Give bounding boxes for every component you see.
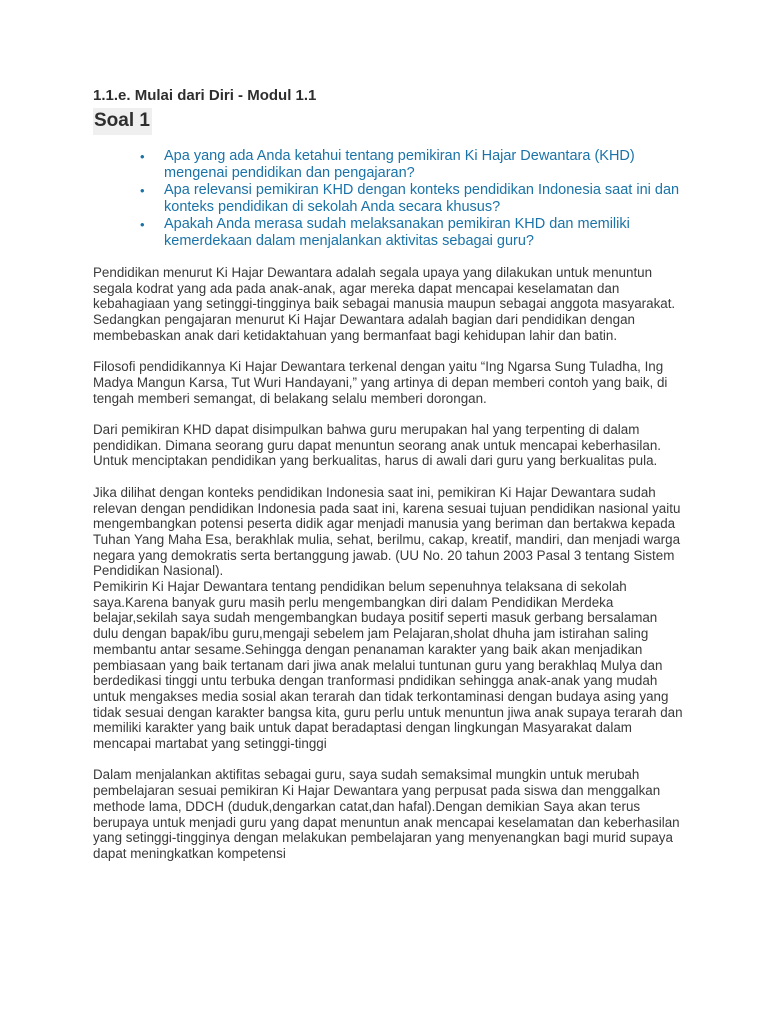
question-text: Apakah Anda merasa sudah melaksanakan pemikiran KHD dan memiliki kemerdekaan dalam menjalankan aktivitas sebagai guru? [164,216,630,249]
bullet-icon: • [140,149,145,164]
answer-body [93,265,683,877]
answer-paragraph: Dalam menjalankan aktifitas sebagai guru, saya sudah semaksimal mungkin untuk merubah pembelajaran sesuai pemikiran Ki Hajar Dewantara yang perpusat pada siswa dan menggalkan methode lama, DDCH (duduk,dengarkan catat,dan hafal).Dengan demikian Saya akan terus berupaya untuk menjadi guru yang dapat menuntun anak mencapai keselamatan dan keberhasilan yang setinggi-tingginya dengan melakukan pembelajaran yang menyenangkan bagi murid supaya dapat meningkatkan kompetensi [93,767,680,861]
question-item [138,148,698,182]
answer-paragraph: Dari pemikiran KHD dapat disimpulkan bahwa guru merupakan hal yang terpenting di dalam pendidikan. Dimana seorang guru dapat menuntun seorang anak untuk mencapai keberhasilan. Untuk menciptakan pendidikan yang berkualitas, harus di awali dari guru yang berkualitas pula. [93,422,661,469]
bullet-icon: • [140,217,145,232]
section-heading: Soal 1 [93,108,152,135]
question-text: Apa yang ada Anda ketahui tentang pemikiran Ki Hajar Dewantara (KHD) mengenai pendidikan dan pengajaran? [164,148,635,181]
question-list [138,148,698,250]
bullet-icon: • [140,183,145,198]
question-item [138,216,698,250]
question-text: Apa relevansi pemikiran KHD dengan konteks pendidikan Indonesia saat ini dan konteks pendidikan di sekolah Anda secara khusus? [164,182,680,215]
question-item [138,182,698,216]
answer-paragraph: Pendidikan menurut Ki Hajar Dewantara adalah segala upaya yang dilakukan untuk menuntun segala kodrat yang ada pada anak-anak, agar mereka dapat mencapai keselamatan dan kebahagiaan yang setinggi-tingginya baik sebagai manusia maupun sebagai anggota masyarakat. Sedangkan pengajaran menurut Ki Hajar Dewantara adalah bagian dari pendidikan dengan membebaskan anak dari ketidaktahuan yang bermanfaat bagi kehidupan lahir dan batin. [93,265,676,343]
answer-paragraph: Jika dilihat dengan konteks pendidikan Indonesia saat ini, pemikiran Ki Hajar Dewantara sudah relevan dengan pendidikan Indonesia pada saat ini, karena sesuai tujuan pendidikan nasional yaitu mengembangkan potensi peserta didik agar menjadi manusia yang beriman dan bertakwa kepada Tuhan Yang Maha Esa, berakhlak mulia, sehat, berilmu, cakap, kreatif, mandiri, dan menjadi warga negara yang demokratis serta bertanggung jawab. (UU No. 20 tahun 2003 Pasal 3 tentang Sistem Pendidikan Nasional). [93,484,681,579]
answer-paragraph: Pemikirin Ki Hajar Dewantara tentang pendidikan belum sepenuhnya telaksana di sekolah saya.Karena banyak guru masih perlu mengembangkan diri dalam Pendidikan Merdeka belajar,sekilah saya sudah mengembangkan budaya positif seperti masuk gerbang bersalaman dulu dengan bapak/ibu guru,mengaji sebelem jam Pelajaran,sholat dhuha jam istirahan saling membantu antar sesame.Sehingga dengan penanaman karakter yang baik akan menjadikan pembiasaan yang baik tertanam dari jiwa anak melalui tuntunan guru yang berakhlaq Mulya dan berdedikasi tinggi untu terbuka dengan tranformasi pndidikan sehingga anak-anak yang mudah untuk mengakses media sosial akan terarah dan tidak terkontaminasi dengan budaya asing yang tidak sesuai dengan karakter bangsa kita, guru perlu untuk menuntun jiwa anak supaya terarah dan memiliki karakter yang baik untuk dapat beradaptasi dengan lingkungan Masyarakat dalam mencapai martabat yang setinggi-tinggi [93,579,683,752]
answer-paragraph: Filosofi pendidikannya Ki Hajar Dewantara terkenal dengan yaitu “Ing Ngarsa Sung Tuladha, Ing Madya Mangun Karsa, Tut Wuri Handayani,” yang artinya di depan memberi contoh yang baik, di tengah memberi semangat, di belakang selalu memberi dorongan. [93,359,668,406]
document-title: 1.1.e. Mulai dari Diri - Modul 1.1 [93,87,317,104]
